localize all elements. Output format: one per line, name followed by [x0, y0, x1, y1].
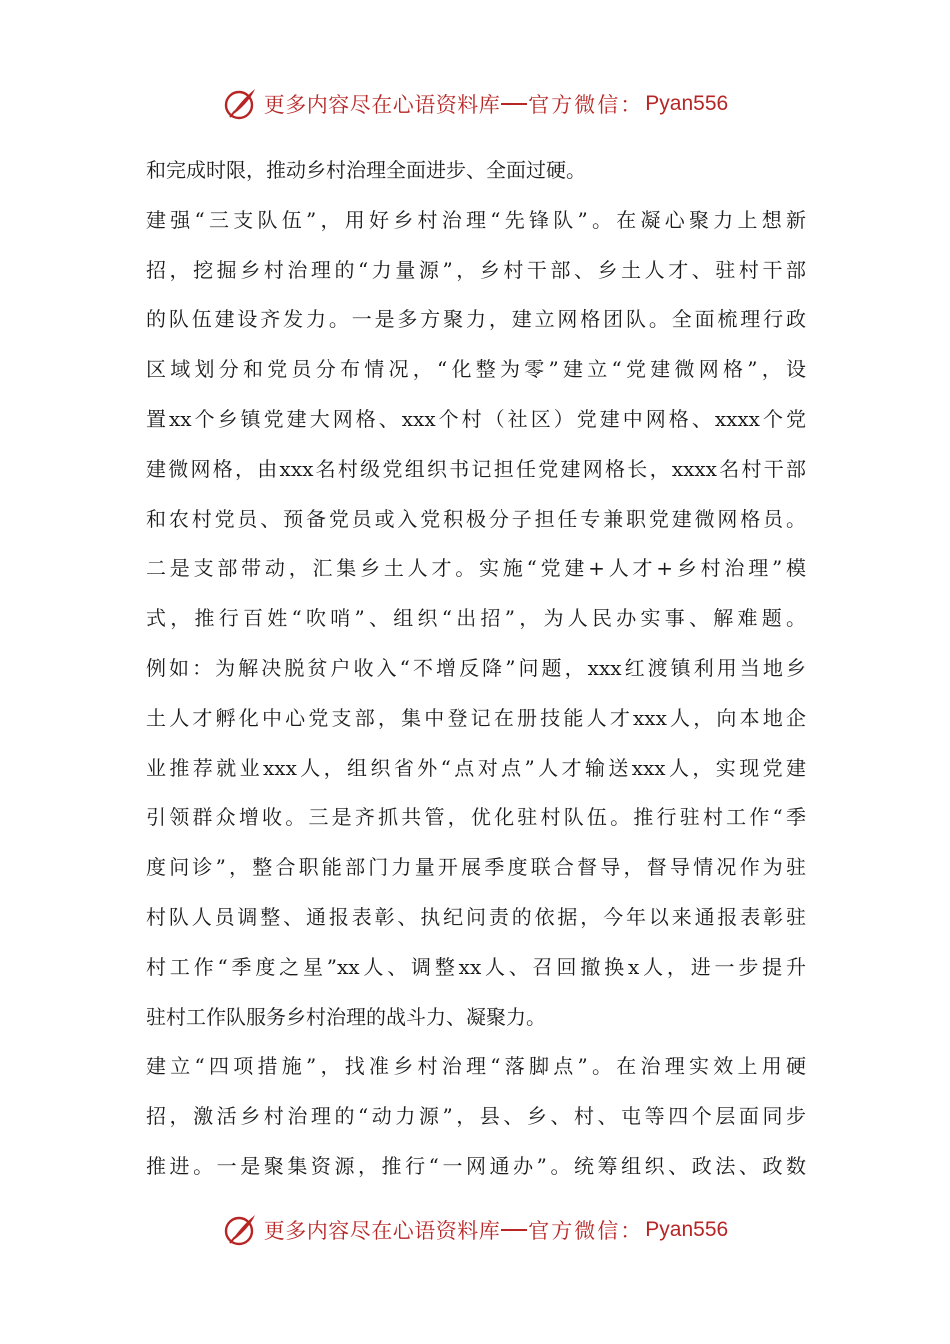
- text-line: 区域划分和党员分布情况，“化整为零”建立“党建微网格”，设: [146, 357, 806, 382]
- text-line: 建强“三支队伍”，用好乡村治理“先锋队”。在凝心聚力上想新: [146, 207, 806, 232]
- text-line: 例如：为解决脱贫户收入“不增反降”问题，xxx红渡镇利用当地乡: [146, 655, 806, 680]
- header-banner: [0, 82, 950, 126]
- text-line: 式，推行百姓“吹哨”、组织“出招”，为人民办实事、解难题。: [146, 606, 806, 631]
- text-line: 村工作“季度之星”xx人、调整xx人、召回撤换x人，进一步提升: [146, 954, 806, 979]
- wechat-label: 官方微信：: [528, 93, 644, 117]
- text-line: 的队伍建设齐发力。一是多方聚力，建立网格团队。全面梳理行政: [146, 307, 806, 332]
- text-line: 二是支部带动，汇集乡土人才。实施“党建+人才+乡村治理”模: [146, 556, 806, 581]
- wechat-id: Pyan556: [645, 1218, 729, 1241]
- banner-text: 更多内容尽在心语资料库: [263, 93, 501, 117]
- quill-logo-icon: [222, 86, 258, 122]
- text-line: 招，挖掘乡村治理的“力量源”，乡村干部、乡土人才、驻村干部: [146, 257, 806, 282]
- banner-dash: [501, 1229, 527, 1231]
- text-line: 驻村工作队服务乡村治理的战斗力、凝聚力。: [146, 1004, 546, 1029]
- footer-banner: [0, 1208, 950, 1252]
- text-line: 建立“四项措施”，找准乡村治理“落脚点”。在治理实效上用硬: [146, 1054, 806, 1079]
- text-line: 土人才孵化中心党支部，集中登记在册技能人才xxx人，向本地企: [146, 705, 806, 730]
- text-line: 引领群众增收。三是齐抓共管，优化驻村队伍。推行驻村工作“季: [146, 805, 806, 830]
- quill-logo-icon: [222, 1212, 258, 1248]
- text-line: 和完成时限，推动乡村治理全面进步、全面过硬。: [146, 158, 586, 182]
- wechat-label: 官方微信：: [528, 1219, 644, 1243]
- text-line: 和农村党员、预备党员或入党积极分子担任专兼职党建微网格员。: [146, 506, 806, 531]
- banner-dash: [501, 103, 527, 105]
- text-line: 置xx个乡镇党建大网格、xxx个村（社区）党建中网格、xxxx个党: [146, 406, 806, 431]
- banner-text: 更多内容尽在心语资料库: [263, 1219, 501, 1243]
- text-line: 建微网格，由xxx名村级党组织书记担任党建网格长，xxxx名村干部: [146, 456, 806, 481]
- text-line: 业推荐就业xxx人，组织省外“点对点”人才输送xxx人，实现党建: [146, 755, 806, 780]
- body-text: [146, 152, 806, 1198]
- text-line: 度问诊”，整合职能部门力量开展季度联合督导，督导情况作为驻: [146, 855, 806, 880]
- wechat-id: Pyan556: [645, 92, 729, 115]
- text-line: 村队人员调整、通报表彰、执纪问责的依据，今年以来通报表彰驻: [146, 904, 806, 929]
- text-line: 招，激活乡村治理的“动力源”，县、乡、村、屯等四个层面同步: [146, 1104, 806, 1129]
- text-line: 推进。一是聚集资源，推行“一网通办”。统筹组织、政法、政数: [146, 1153, 806, 1178]
